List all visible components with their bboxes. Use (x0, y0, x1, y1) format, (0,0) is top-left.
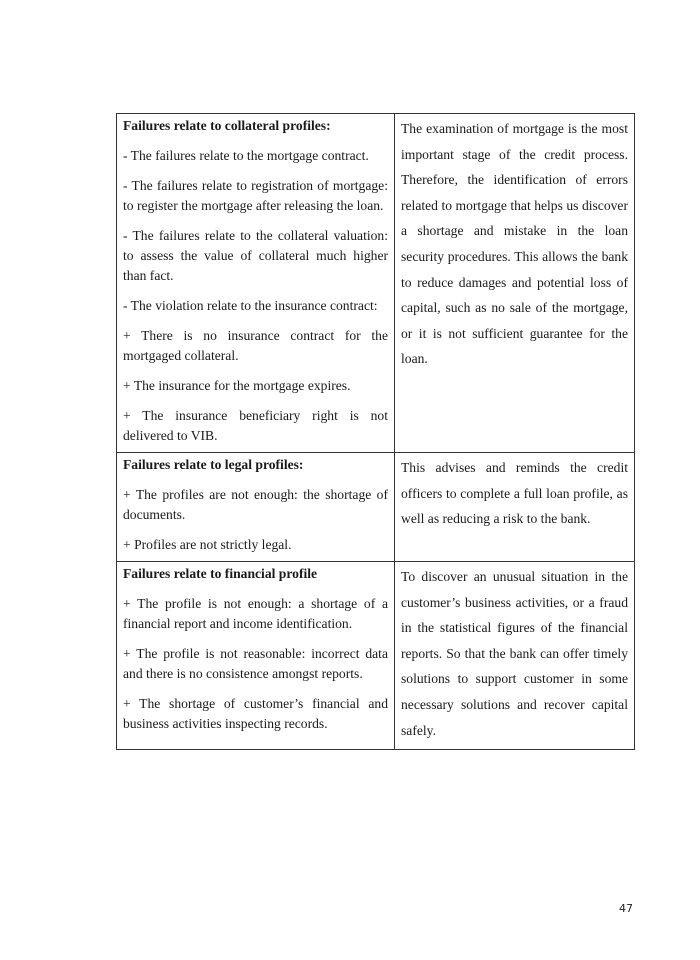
list-item: + The insurance beneficiary right is not delivered to VIB. (123, 408, 388, 443)
list-item: - The failures relate to registration of mortgage: to register the mortgage after releasing the loan. (123, 178, 388, 213)
list-item: + There is no insurance contract for the mortgaged collateral. (123, 328, 388, 363)
list-item: + The profiles are not enough: the shortage of documents. (123, 487, 388, 522)
row-title: Failures relate to financial profile (123, 566, 318, 581)
row-title: Failures relate to legal profiles: (123, 457, 304, 472)
list-item: + The profile is not enough: a shortage of a financial report and income identification. (123, 596, 388, 631)
legal-failures-cell (117, 453, 395, 562)
list-item: + The shortage of customer’s financial and business activities inspecting records. (123, 696, 388, 731)
failures-table (116, 113, 635, 750)
row-title: Failures relate to collateral profiles: (123, 118, 331, 133)
table-row-legal (117, 453, 635, 562)
list-item: + The profile is not reasonable: incorrect data and there is no consistence amongst reports. (123, 646, 388, 681)
list-item: - The violation relate to the insurance contract: (123, 298, 378, 313)
collateral-explanation-cell (395, 114, 635, 453)
list-item: + Profiles are not strictly legal. (123, 537, 292, 552)
financial-explanation-cell (395, 562, 635, 750)
financial-failures-cell (117, 562, 395, 750)
explanation-text: To discover an unusual situation in the customer’s business activities, or a fraud in the statistical figures of the financial reports. So that the bank can offer timely solutions to support customer in some necessary solutions and recover capital safely. (401, 569, 628, 738)
table-row-financial (117, 562, 635, 750)
collateral-failures-cell (117, 114, 395, 453)
list-item: + The insurance for the mortgage expires. (123, 378, 351, 393)
list-item: - The failures relate to the collateral valuation: to assess the value of collateral much higher than fact. (123, 228, 388, 283)
legal-explanation-cell (395, 453, 635, 562)
table-row-collateral (117, 114, 635, 453)
list-item: - The failures relate to the mortgage contract. (123, 148, 369, 163)
explanation-text: This advises and reminds the credit officers to complete a full loan profile, as well as reducing a risk to the bank. (401, 460, 628, 527)
page-number: 47 (619, 902, 633, 915)
explanation-text: The examination of mortgage is the most important stage of the credit process. Therefore, the identification of errors related to mortgage that helps us discover a shortage and mistake in the loan security procedures. This allows the bank to reduce damages and potential loss of capital, such as no sale of the mortgage, or it is not sufficient guarantee for the loan. (401, 121, 628, 367)
